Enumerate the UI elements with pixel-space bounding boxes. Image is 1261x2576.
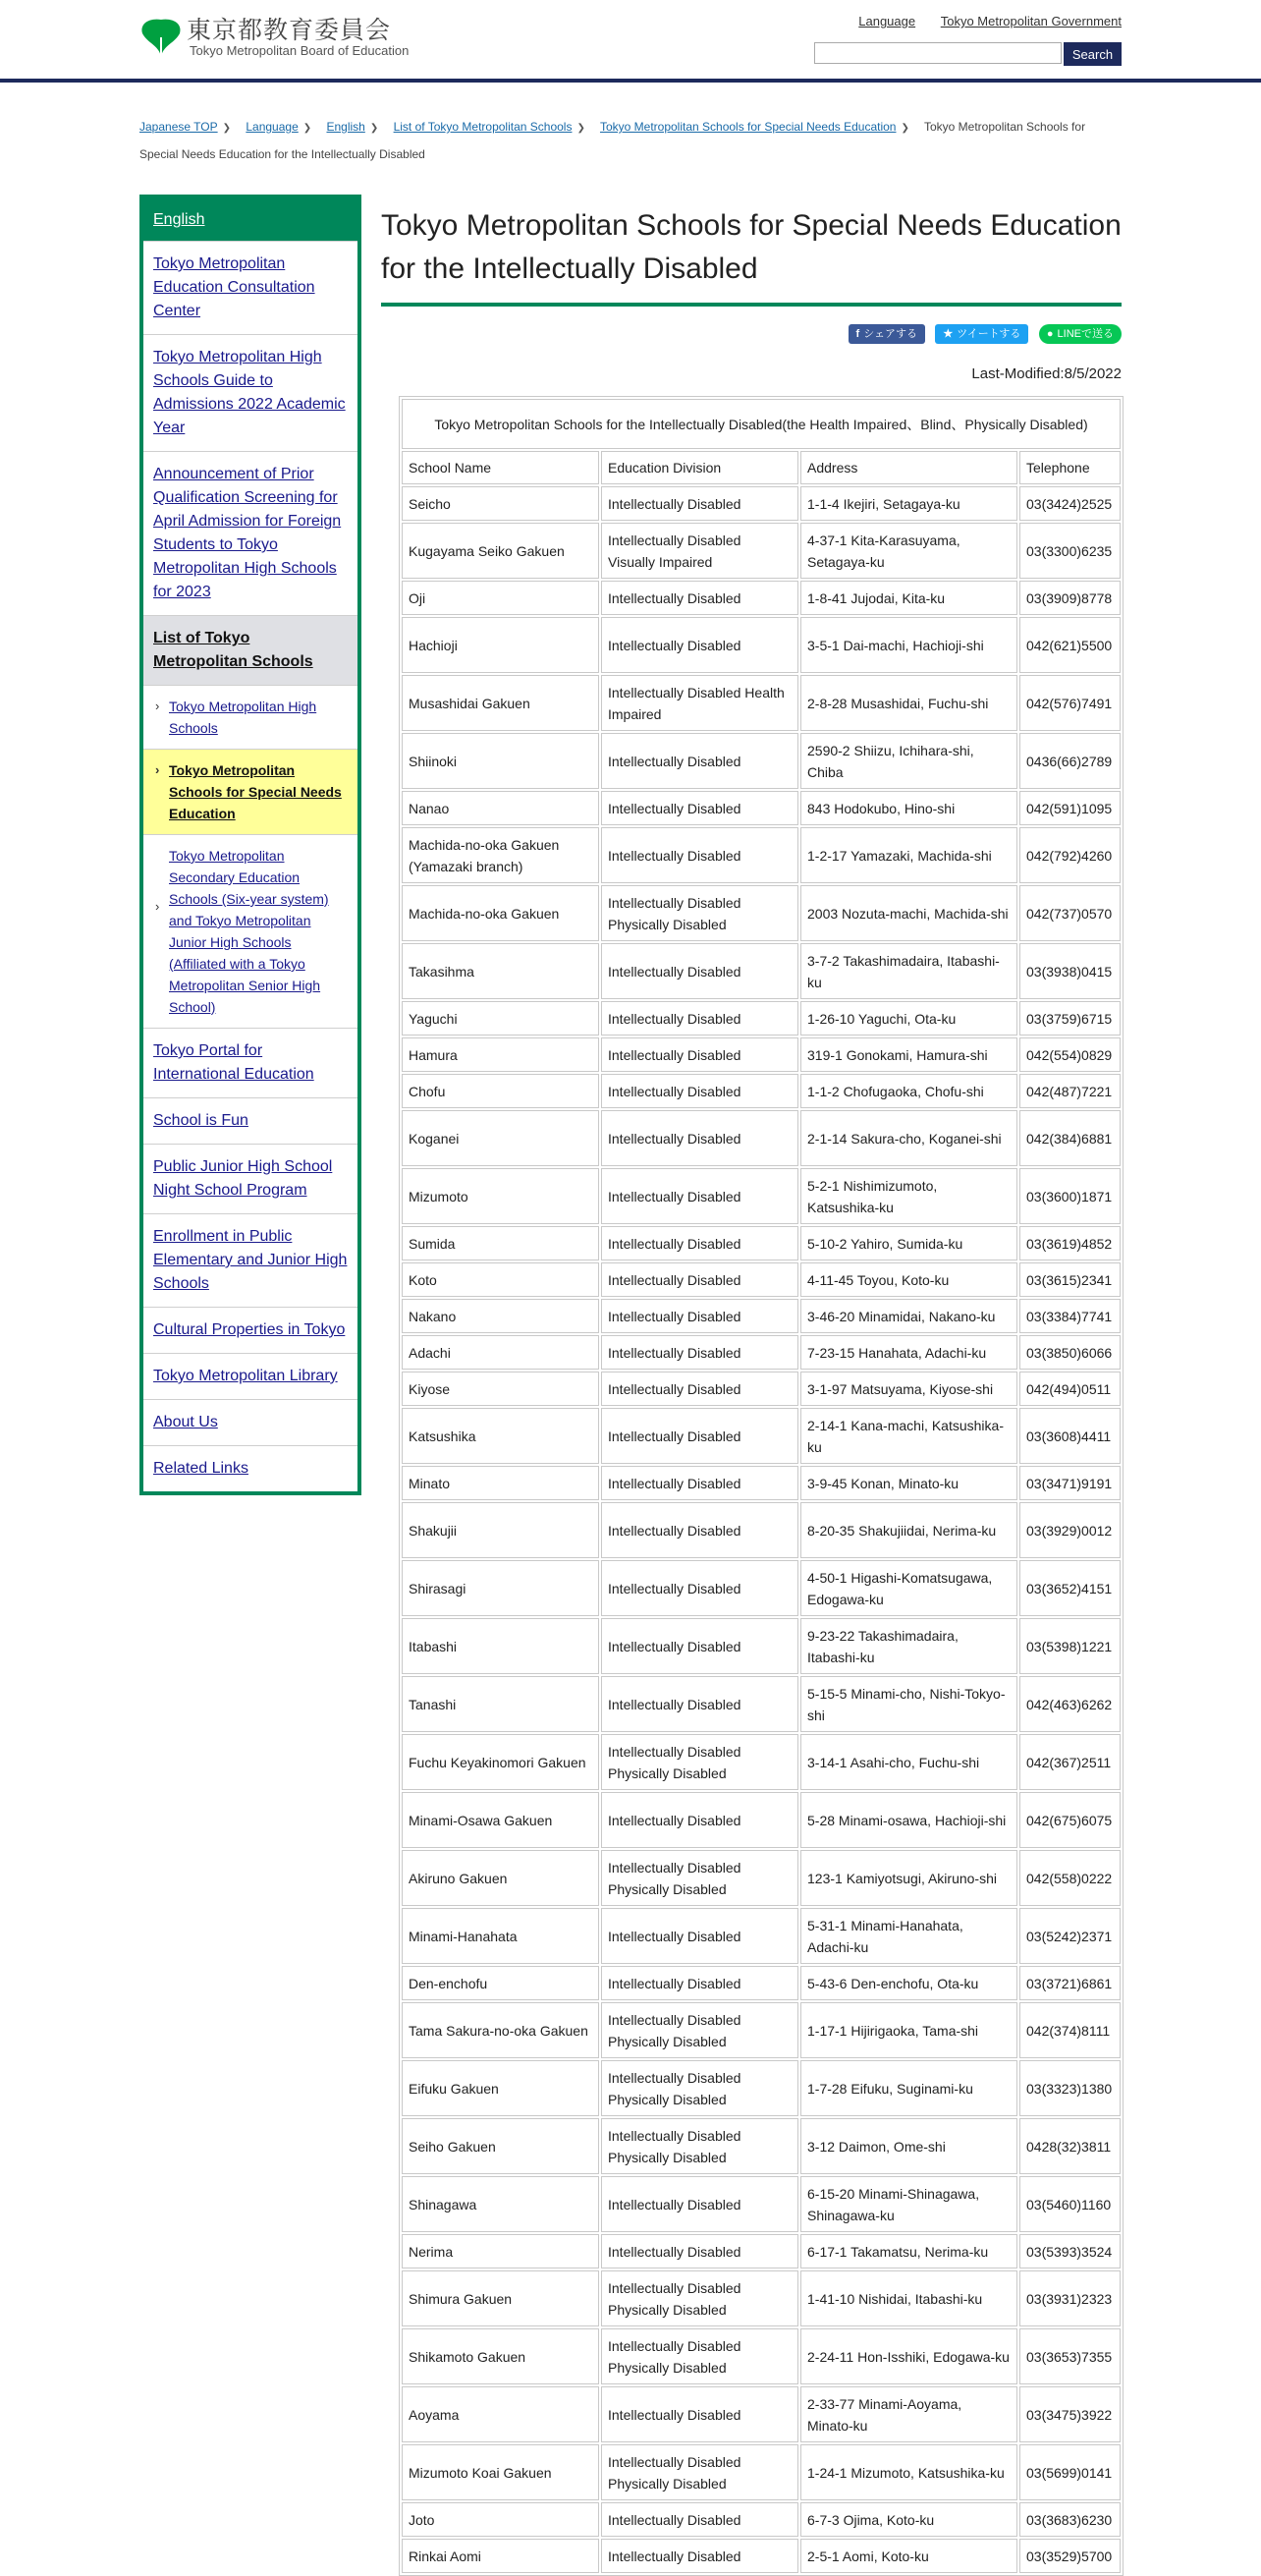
- address-cell: 3-5-1 Dai-machi, Hachioji-shi: [800, 617, 1017, 673]
- education-division-cell: Intellectually Disabled Physically Disabled: [601, 2118, 798, 2174]
- address-cell: 2-14-1 Kana-machi, Katsushika-ku: [800, 1408, 1017, 1464]
- address-cell: 6-15-20 Minami-Shinagawa, Shinagawa-ku: [800, 2176, 1017, 2232]
- address-cell: 9-23-22 Takashimadaira, Itabashi-ku: [800, 1618, 1017, 1674]
- share-buttons: [381, 324, 1122, 344]
- telephone-cell: 03(3424)2525: [1019, 486, 1121, 521]
- share-label: ツイートする: [957, 328, 1021, 340]
- school-name-cell: Den-enchofu: [402, 1966, 599, 2000]
- telephone-cell: 042(675)6075: [1019, 1792, 1121, 1848]
- education-division-cell: Intellectually Disabled: [601, 1908, 798, 1964]
- education-division-cell: Intellectually Disabled: [601, 1560, 798, 1616]
- address-cell: 1-41-10 Nishidai, Itabashi-ku: [800, 2270, 1017, 2326]
- top-links: [837, 14, 1122, 28]
- school-name-cell: Shiinoki: [402, 733, 599, 789]
- address-cell: 1-24-1 Mizumoto, Katsushika-ku: [800, 2444, 1017, 2500]
- table-row: [402, 1037, 1121, 1072]
- telephone-cell: 03(3909)8778: [1019, 581, 1121, 615]
- site-logo[interactable]: [139, 16, 409, 59]
- address-cell: 5-10-2 Yahiro, Sumida-ku: [800, 1226, 1017, 1260]
- education-division-cell: Intellectually Disabled: [601, 1110, 798, 1166]
- school-name-cell: Minato: [402, 1466, 599, 1500]
- table-row: [402, 885, 1121, 941]
- telephone-cell: 03(3931)2323: [1019, 2270, 1121, 2326]
- table-row: [402, 2234, 1121, 2268]
- share-label: LINEで送る: [1057, 328, 1114, 340]
- education-division-cell: Intellectually Disabled Health Impaired: [601, 675, 798, 731]
- header-address: Address: [800, 451, 1017, 484]
- school-name-cell: Mizumoto: [402, 1168, 599, 1224]
- facebook-icon: f: [855, 328, 860, 340]
- sidebar-item-link[interactable]: Tokyo Metropolitan High Schools Guide to Admissions 2022 Academic Year: [153, 349, 346, 436]
- table-row: [402, 2386, 1121, 2442]
- telephone-cell: 03(5398)1221: [1019, 1618, 1121, 1674]
- table-row: [402, 733, 1121, 789]
- school-name-cell: Sumida: [402, 1226, 599, 1260]
- address-cell: 4-11-45 Toyou, Koto-ku: [800, 1262, 1017, 1297]
- telephone-cell: 03(3608)4411: [1019, 1408, 1121, 1464]
- address-cell: 5-2-1 Nishimizumoto, Katsushika-ku: [800, 1168, 1017, 1224]
- sidebar-item-link[interactable]: Related Links: [153, 1460, 248, 1477]
- school-name-cell: Machida-no-oka Gakuen: [402, 885, 599, 941]
- school-name-cell: Akiruno Gakuen: [402, 1850, 599, 1906]
- education-division-cell: Intellectually Disabled: [601, 2176, 798, 2232]
- table-row: [402, 2270, 1121, 2326]
- school-name-cell: Seicho: [402, 486, 599, 521]
- table-row: [402, 1372, 1121, 1406]
- school-name-cell: Koganei: [402, 1110, 599, 1166]
- education-division-cell: Intellectually Disabled Physically Disabled: [601, 2444, 798, 2500]
- sidebar-title-link[interactable]: English: [153, 211, 205, 228]
- telephone-cell: 042(554)0829: [1019, 1037, 1121, 1072]
- table-row: [402, 2539, 1121, 2573]
- address-cell: 1-7-28 Eifuku, Suginami-ku: [800, 2060, 1017, 2116]
- telephone-cell: 03(3384)7741: [1019, 1299, 1121, 1333]
- address-cell: 3-9-45 Konan, Minato-ku: [800, 1466, 1017, 1500]
- sidebar-item-portal: [143, 1028, 357, 1097]
- telephone-cell: 042(367)2511: [1019, 1734, 1121, 1790]
- address-cell: 2590-2 Shiizu, Ichihara-shi, Chiba: [800, 733, 1017, 789]
- telephone-cell: 03(5242)2371: [1019, 1908, 1121, 1964]
- sidebar-item-link[interactable]: Announcement of Prior Qualification Screening for April Admission for Foreign Students to Tokyo Metropolitan High Schools for 2023: [153, 466, 342, 600]
- main-content: [381, 195, 1122, 2576]
- address-cell: 2-33-77 Minami-Aoyama, Minato-ku: [800, 2386, 1017, 2442]
- school-name-cell: Takasihma: [402, 943, 599, 999]
- address-cell: 123-1 Kamiyotsugi, Akiruno-shi: [800, 1850, 1017, 1906]
- telephone-cell: 0428(32)3811: [1019, 2118, 1121, 2174]
- sidebar-item-link[interactable]: School is Fun: [153, 1112, 248, 1129]
- table-row: [402, 2328, 1121, 2384]
- table-row: [402, 2176, 1121, 2232]
- address-cell: 1-1-4 Ikejiri, Setagaya-ku: [800, 486, 1017, 521]
- school-name-cell: Nerima: [402, 2234, 599, 2268]
- table-header-row: [402, 451, 1121, 484]
- table-row: [402, 1001, 1121, 1036]
- telephone-cell: 03(3652)4151: [1019, 1560, 1121, 1616]
- school-name-cell: Musashidai Gakuen: [402, 675, 599, 731]
- telephone-cell: 03(3529)5700: [1019, 2539, 1121, 2573]
- education-division-cell: Intellectually Disabled: [601, 733, 798, 789]
- telephone-cell: 042(558)0222: [1019, 1850, 1121, 1906]
- telephone-cell: 03(3600)1871: [1019, 1168, 1121, 1224]
- sidebar-item-admissions: [143, 334, 357, 451]
- school-name-cell: Shikamoto Gakuen: [402, 2328, 599, 2384]
- education-division-cell: Intellectually Disabled Visually Impaired: [601, 523, 798, 579]
- address-cell: 1-1-2 Chofugaoka, Chofu-shi: [800, 1074, 1017, 1108]
- education-division-cell: Intellectually Disabled: [601, 2502, 798, 2537]
- school-name-cell: Shakujii: [402, 1502, 599, 1558]
- school-name-cell: Minami-Hanahata: [402, 1908, 599, 1964]
- school-name-cell: Seiho Gakuen: [402, 2118, 599, 2174]
- header-telephone: Telephone: [1019, 451, 1121, 484]
- table-row: [402, 791, 1121, 825]
- breadcrumb-current: Tokyo Metropolitan Schools for Special Needs Education for the Intellectually Disabled: [139, 120, 1086, 161]
- address-cell: 2-5-1 Aomi, Koto-ku: [800, 2539, 1017, 2573]
- address-cell: 6-7-3 Ojima, Koto-ku: [800, 2502, 1017, 2537]
- table-row: [402, 1335, 1121, 1370]
- search-button[interactable]: Search: [1064, 42, 1122, 66]
- telephone-cell: 03(3619)4852: [1019, 1226, 1121, 1260]
- school-name-cell: Adachi: [402, 1335, 599, 1370]
- sidebar-item-link[interactable]: Public Junior High School Night School Program: [153, 1158, 333, 1199]
- table-row: [402, 523, 1121, 579]
- address-cell: 6-17-1 Takamatsu, Nerima-ku: [800, 2234, 1017, 2268]
- education-division-cell: Intellectually Disabled: [601, 1676, 798, 1732]
- address-cell: 2003 Nozuta-machi, Machida-shi: [800, 885, 1017, 941]
- address-cell: 3-12 Daimon, Ome-shi: [800, 2118, 1017, 2174]
- address-cell: 5-15-5 Minami-cho, Nishi-Tokyo-shi: [800, 1676, 1017, 1732]
- telephone-cell: 03(3929)0012: [1019, 1502, 1121, 1558]
- education-division-cell: Intellectually Disabled: [601, 2539, 798, 2573]
- chevron-right-icon: ❯: [901, 123, 909, 134]
- school-name-cell: Fuchu Keyakinomori Gakuen: [402, 1734, 599, 1790]
- twitter-share-button[interactable]: [935, 324, 1028, 344]
- school-name-cell: Mizumoto Koai Gakuen: [402, 2444, 599, 2500]
- school-name-cell: Nakano: [402, 1299, 599, 1333]
- address-cell: 1-8-41 Jujodai, Kita-ku: [800, 581, 1017, 615]
- address-cell: 4-37-1 Kita-Karasuyama, Setagaya-ku: [800, 523, 1017, 579]
- table-row: [402, 1466, 1121, 1500]
- schools-table: [399, 396, 1124, 2576]
- education-division-cell: Intellectually Disabled: [601, 617, 798, 673]
- telephone-cell: 03(3759)6715: [1019, 1001, 1121, 1036]
- telephone-cell: 042(384)6881: [1019, 1110, 1121, 1166]
- share-label: シェアする: [863, 328, 917, 340]
- education-division-cell: Intellectually Disabled: [601, 2386, 798, 2442]
- sidebar-item-consultation: [143, 241, 357, 334]
- sidebar-item-foreign-students: [143, 451, 357, 615]
- education-division-cell: Intellectually Disabled: [601, 1466, 798, 1500]
- sidebar-subitem-link[interactable]: Tokyo Metropolitan Secondary Education Schools (Six-year system) and Tokyo Metropolitan Junior High Schools (Affiliated with a Tokyo Metropolitan Senior High School): [169, 848, 329, 1015]
- school-name-cell: Rinkai Aomi: [402, 2539, 599, 2573]
- table-caption: Tokyo Metropolitan Schools for the Intellectually Disabled(the Health Impaired、Blind、Physically Disabled): [402, 399, 1121, 449]
- telephone-cell: 03(3721)6861: [1019, 1966, 1121, 2000]
- search-form: [814, 42, 1122, 66]
- sidebar-item-link[interactable]: About Us: [153, 1414, 218, 1430]
- sidebar-nav: [139, 195, 361, 1495]
- telephone-cell: 042(487)7221: [1019, 1074, 1121, 1108]
- education-division-cell: Intellectually Disabled: [601, 1001, 798, 1036]
- education-division-cell: Intellectually Disabled: [601, 486, 798, 521]
- school-name-cell: Shimura Gakuen: [402, 2270, 599, 2326]
- table-row: [402, 1618, 1121, 1674]
- chevron-right-icon: ❯: [369, 123, 379, 134]
- school-name-cell: Koto: [402, 1262, 599, 1297]
- site-header: [0, 0, 1261, 83]
- address-cell: 1-26-10 Yaguchi, Ota-ku: [800, 1001, 1017, 1036]
- telephone-cell: 042(374)8111: [1019, 2002, 1121, 2058]
- school-name-cell: Oji: [402, 581, 599, 615]
- table-row: [402, 1110, 1121, 1166]
- chevron-right-icon: ❯: [222, 123, 232, 134]
- school-name-cell: Shirasagi: [402, 1560, 599, 1616]
- last-modified: Last-Modified:8/5/2022: [971, 365, 1122, 382]
- education-division-cell: Intellectually Disabled Physically Disabled: [601, 885, 798, 941]
- education-division-cell: Intellectually Disabled: [601, 1372, 798, 1406]
- address-cell: 3-46-20 Minamidai, Nakano-ku: [800, 1299, 1017, 1333]
- school-name-cell: Shinagawa: [402, 2176, 599, 2232]
- education-division-cell: Intellectually Disabled Physically Disabled: [601, 2270, 798, 2326]
- chevron-right-icon: ›: [155, 899, 160, 914]
- telephone-cell: 042(463)6262: [1019, 1676, 1121, 1732]
- address-cell: 7-23-15 Hanahata, Adachi-ku: [800, 1335, 1017, 1370]
- school-name-cell: Aoyama: [402, 2386, 599, 2442]
- table-row: [402, 1074, 1121, 1108]
- address-cell: 2-24-11 Hon-Isshiki, Edogawa-ku: [800, 2328, 1017, 2384]
- table-row: [402, 1676, 1121, 1732]
- education-division-cell: Intellectually Disabled: [601, 1299, 798, 1333]
- breadcrumb-japanese-top[interactable]: Japanese TOP: [139, 120, 218, 134]
- education-division-cell: Intellectually Disabled Physically Disabled: [601, 1734, 798, 1790]
- school-name-cell: Eifuku Gakuen: [402, 2060, 599, 2116]
- education-division-cell: Intellectually Disabled: [601, 1966, 798, 2000]
- school-name-cell: Joto: [402, 2502, 599, 2537]
- breadcrumb-school-list[interactable]: List of Tokyo Metropolitan Schools: [393, 120, 573, 134]
- education-division-cell: Intellectually Disabled: [601, 581, 798, 615]
- education-division-cell: Intellectually Disabled: [601, 1226, 798, 1260]
- telephone-cell: 03(3683)6230: [1019, 2502, 1121, 2537]
- sidebar-title: [143, 198, 357, 241]
- chevron-right-icon: ❯: [302, 123, 312, 134]
- sidebar-item-link[interactable]: Tokyo Metropolitan Education Consultation Center: [153, 255, 315, 319]
- table-row: [402, 2060, 1121, 2116]
- school-name-cell: Minami-Osawa Gakuen: [402, 1792, 599, 1848]
- sidebar-item-school-is-fun: [143, 1097, 357, 1144]
- telephone-cell: 03(3615)2341: [1019, 1262, 1121, 1297]
- table-row: [402, 486, 1121, 521]
- telephone-cell: 03(3300)6235: [1019, 523, 1121, 579]
- sidebar-item-link[interactable]: Tokyo Portal for International Education: [153, 1042, 314, 1083]
- telephone-cell: 03(5699)0141: [1019, 2444, 1121, 2500]
- table-row: [402, 581, 1121, 615]
- education-division-cell: Intellectually Disabled: [601, 2234, 798, 2268]
- page-title: Tokyo Metropolitan Schools for Special Needs Education for the Intellectually Disabled: [381, 204, 1122, 307]
- breadcrumb: [139, 114, 1122, 167]
- education-division-cell: Intellectually Disabled: [601, 1335, 798, 1370]
- table-row: [402, 2118, 1121, 2174]
- address-cell: 843 Hodokubo, Hino-shi: [800, 791, 1017, 825]
- telephone-cell: 042(792)4260: [1019, 827, 1121, 883]
- sidebar-item-link[interactable]: Cultural Properties in Tokyo: [153, 1321, 346, 1338]
- address-cell: 3-7-2 Takashimadaira, Itabashi-ku: [800, 943, 1017, 999]
- telephone-cell: 03(3850)6066: [1019, 1335, 1121, 1370]
- address-cell: 1-2-17 Yamazaki, Machida-shi: [800, 827, 1017, 883]
- education-division-cell: Intellectually Disabled: [601, 943, 798, 999]
- address-cell: 8-20-35 Shakujiidai, Nerima-ku: [800, 1502, 1017, 1558]
- chevron-right-icon: ❯: [576, 123, 585, 134]
- logo-english-name: Tokyo Metropolitan Board of Education: [190, 43, 410, 58]
- chevron-right-icon: ›: [155, 699, 160, 713]
- table-row: [402, 2502, 1121, 2537]
- telephone-cell: 03(3475)3922: [1019, 2386, 1121, 2442]
- sidebar-item-library: [143, 1353, 357, 1399]
- breadcrumb-special-needs[interactable]: Tokyo Metropolitan Schools for Special Needs Education: [599, 120, 897, 134]
- education-division-cell: Intellectually Disabled Physically Disabled: [601, 1850, 798, 1906]
- line-icon: ●: [1046, 328, 1054, 340]
- table-row: [402, 1408, 1121, 1464]
- logo-japanese-name: 東京都教育委員会: [187, 16, 392, 44]
- address-cell: 319-1 Gonokami, Hamura-shi: [800, 1037, 1017, 1072]
- education-division-cell: Intellectually Disabled: [601, 1792, 798, 1848]
- table-row: [402, 1850, 1121, 1906]
- education-division-cell: Intellectually Disabled: [601, 1408, 798, 1464]
- address-cell: 5-31-1 Minami-Hanahata, Adachi-ku: [800, 1908, 1017, 1964]
- sidebar-subitem-link[interactable]: Tokyo Metropolitan Schools for Special Needs Education: [169, 762, 342, 821]
- sidebar-subitem-high-schools: [143, 685, 357, 749]
- education-division-cell: Intellectually Disabled: [601, 1074, 798, 1108]
- table-row: [402, 1908, 1121, 1964]
- education-division-cell: Intellectually Disabled: [601, 791, 798, 825]
- school-name-cell: Kiyose: [402, 1372, 599, 1406]
- education-division-cell: Intellectually Disabled Physically Disabled: [601, 2328, 798, 2384]
- sidebar-item-school-list: [143, 615, 357, 685]
- school-name-cell: Katsushika: [402, 1408, 599, 1464]
- telephone-cell: 03(3471)9191: [1019, 1466, 1121, 1500]
- school-name-cell: Tanashi: [402, 1676, 599, 1732]
- school-name-cell: Chofu: [402, 1074, 599, 1108]
- education-division-cell: Intellectually Disabled: [601, 1262, 798, 1297]
- table-row: [402, 943, 1121, 999]
- table-row: [402, 2444, 1121, 2500]
- table-row: [402, 617, 1121, 673]
- sidebar-item-cultural: [143, 1307, 357, 1353]
- address-cell: 5-43-6 Den-enchofu, Ota-ku: [800, 1966, 1017, 2000]
- address-cell: 2-1-14 Sakura-cho, Koganei-shi: [800, 1110, 1017, 1166]
- address-cell: 5-28 Minami-osawa, Hachioji-shi: [800, 1792, 1017, 1848]
- address-cell: 4-50-1 Higashi-Komatsugawa, Edogawa-ku: [800, 1560, 1017, 1616]
- header-school-name: School Name: [402, 451, 599, 484]
- line-share-button[interactable]: [1039, 324, 1122, 344]
- search-input[interactable]: [814, 42, 1062, 64]
- address-cell: 3-1-97 Matsuyama, Kiyose-shi: [800, 1372, 1017, 1406]
- education-division-cell: Intellectually Disabled: [601, 1502, 798, 1558]
- sidebar-item-link[interactable]: Tokyo Metropolitan Library: [153, 1368, 338, 1384]
- table-row: [402, 1299, 1121, 1333]
- telephone-cell: 03(5393)3524: [1019, 2234, 1121, 2268]
- telephone-cell: 03(5460)1160: [1019, 2176, 1121, 2232]
- facebook-share-button[interactable]: [849, 324, 925, 344]
- education-division-cell: Intellectually Disabled Physically Disabled: [601, 2060, 798, 2116]
- education-division-cell: Intellectually Disabled: [601, 1037, 798, 1072]
- school-name-cell: Itabashi: [402, 1618, 599, 1674]
- school-name-cell: Nanao: [402, 791, 599, 825]
- telephone-cell: 042(494)0511: [1019, 1372, 1121, 1406]
- telephone-cell: 03(3323)1380: [1019, 2060, 1121, 2116]
- telephone-cell: 042(591)1095: [1019, 791, 1121, 825]
- school-name-cell: Hachioji: [402, 617, 599, 673]
- ginkgo-logo-icon: [139, 16, 183, 59]
- school-name-cell: Kugayama Seiko Gakuen: [402, 523, 599, 579]
- twitter-bird-icon: ★: [943, 328, 954, 340]
- telephone-cell: 0436(66)2789: [1019, 733, 1121, 789]
- table-row: [402, 1792, 1121, 1848]
- sidebar-item-about: [143, 1399, 357, 1445]
- school-name-cell: Machida-no-oka Gakuen (Yamazaki branch): [402, 827, 599, 883]
- table-row: [402, 1262, 1121, 1297]
- education-division-cell: Intellectually Disabled: [601, 1168, 798, 1224]
- education-division-cell: Intellectually Disabled: [601, 1618, 798, 1674]
- table-row: [402, 1226, 1121, 1260]
- table-row: [402, 2002, 1121, 2058]
- table-row: [402, 1502, 1121, 1558]
- language-link[interactable]: Language: [858, 14, 916, 28]
- chevron-right-icon: ›: [155, 762, 160, 777]
- table-row: [402, 1966, 1121, 2000]
- breadcrumb-language[interactable]: Language: [246, 120, 299, 134]
- table-row: [402, 675, 1121, 731]
- table-row: [402, 1734, 1121, 1790]
- sidebar-item-link[interactable]: Enrollment in Public Elementary and Junior High Schools: [153, 1228, 348, 1292]
- sidebar-item-link[interactable]: List of Tokyo Metropolitan Schools: [153, 630, 313, 670]
- address-cell: 1-17-1 Hijirigaoka, Tama-shi: [800, 2002, 1017, 2058]
- sidebar-subitem-secondary: [143, 834, 357, 1028]
- address-cell: 3-14-1 Asahi-cho, Fuchu-shi: [800, 1734, 1017, 1790]
- sidebar-subitem-link[interactable]: Tokyo Metropolitan High Schools: [169, 699, 317, 736]
- table-row: [402, 1168, 1121, 1224]
- telephone-cell: 042(576)7491: [1019, 675, 1121, 731]
- sidebar-item-night-school: [143, 1144, 357, 1213]
- header-education-division: Education Division: [601, 451, 798, 484]
- school-name-cell: Yaguchi: [402, 1001, 599, 1036]
- address-cell: 2-8-28 Musashidai, Fuchu-shi: [800, 675, 1017, 731]
- telephone-cell: 03(3653)7355: [1019, 2328, 1121, 2384]
- breadcrumb-english[interactable]: English: [326, 120, 365, 134]
- school-name-cell: Tama Sakura-no-oka Gakuen: [402, 2002, 599, 2058]
- education-division-cell: Intellectually Disabled: [601, 827, 798, 883]
- telephone-cell: 042(621)5500: [1019, 617, 1121, 673]
- sidebar-item-enrollment: [143, 1213, 357, 1307]
- education-division-cell: Intellectually Disabled Physically Disabled: [601, 2002, 798, 2058]
- telephone-cell: 03(3938)0415: [1019, 943, 1121, 999]
- telephone-cell: 042(737)0570: [1019, 885, 1121, 941]
- sidebar-subitem-special-needs: [143, 749, 357, 834]
- tokyo-government-link[interactable]: Tokyo Metropolitan Government: [940, 14, 1122, 28]
- sidebar-item-related: [143, 1445, 357, 1491]
- table-row: [402, 827, 1121, 883]
- table-row: [402, 1560, 1121, 1616]
- school-name-cell: Hamura: [402, 1037, 599, 1072]
